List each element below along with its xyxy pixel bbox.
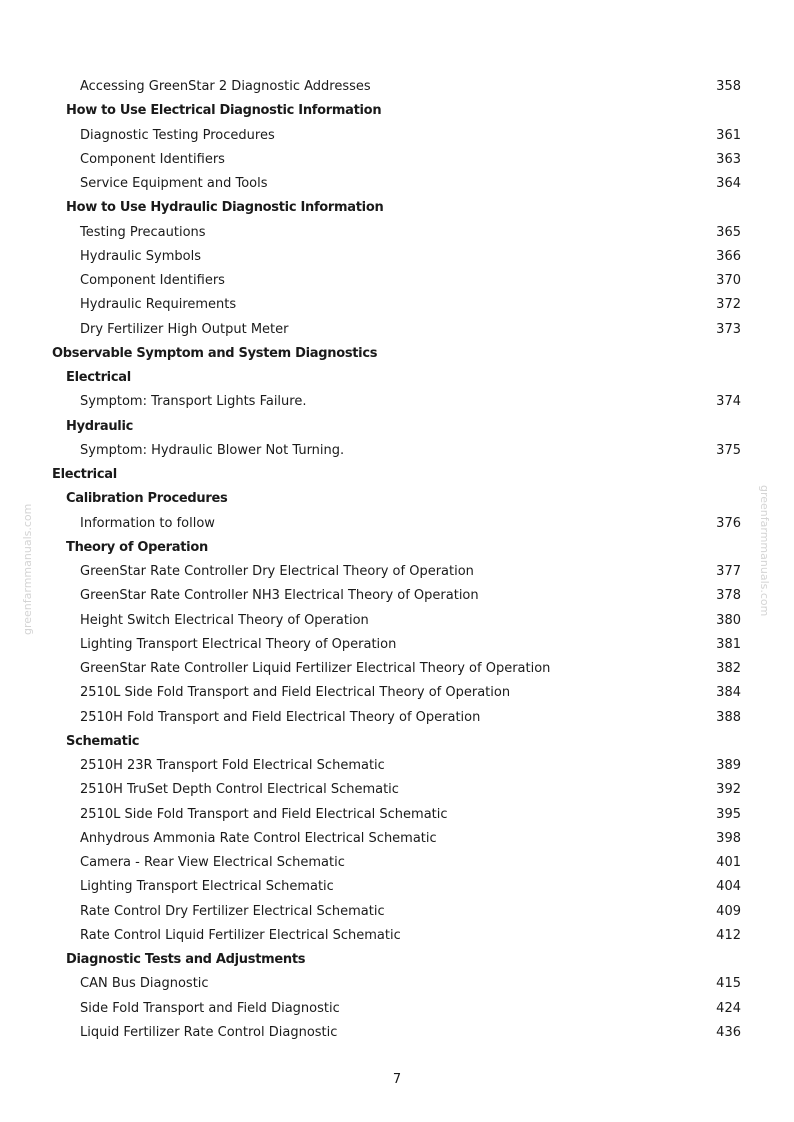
toc-entry[interactable] (0, 269, 794, 293)
toc-entry-page-number: 366 (716, 248, 741, 264)
toc-entry-title: Component Identifiers (80, 151, 225, 167)
toc-entry[interactable] (0, 390, 794, 414)
toc-entry-page-number: 363 (716, 151, 741, 167)
toc-entry[interactable] (0, 172, 794, 196)
toc-entry-page-number: 365 (716, 224, 741, 240)
toc-entry[interactable] (0, 512, 794, 536)
toc-heading (0, 99, 794, 123)
toc-entry-title: How to Use Electrical Diagnostic Information (66, 103, 382, 119)
toc-entry-page-number: 395 (716, 806, 741, 822)
toc-entry-title: Anhydrous Ammonia Rate Control Electrical Schematic (80, 830, 437, 846)
toc-entry-title: Calibration Procedures (66, 491, 228, 507)
toc-entry-title: Liquid Fertilizer Rate Control Diagnostic (80, 1024, 338, 1040)
toc-entry[interactable] (0, 851, 794, 875)
toc-entry[interactable] (0, 584, 794, 608)
toc-entry-title: 2510H TruSet Depth Control Electrical Schematic (80, 782, 399, 798)
toc-entry-page-number: 412 (716, 927, 741, 943)
toc-entry[interactable] (0, 148, 794, 172)
toc-heading (0, 196, 794, 220)
toc-entry-title: Information to follow (80, 515, 215, 531)
toc-entry-title: Service Equipment and Tools (80, 176, 268, 191)
toc-entry-title: Electrical (52, 467, 117, 482)
toc-entry-title: GreenStar Rate Controller Dry Electrical Theory of Operation (80, 564, 474, 579)
toc-entry[interactable] (0, 972, 794, 996)
toc-entry-title: Theory of Operation (66, 539, 208, 555)
toc-entry[interactable] (0, 924, 794, 948)
page-number: 7 (392, 1072, 402, 1087)
toc-entry-page-number: 370 (716, 273, 741, 288)
toc-entry[interactable] (0, 827, 794, 851)
toc-entry[interactable] (0, 997, 794, 1021)
toc-entry-title: Lighting Transport Electrical Theory of Operation (80, 636, 397, 652)
toc-entry-title: Rate Control Liquid Fertilizer Electrical Schematic (80, 927, 401, 943)
toc-entry-title: 2510H Fold Transport and Field Electrical Theory of Operation (80, 709, 481, 725)
toc-entry-title: 2510L Side Fold Transport and Field Electrical Theory of Operation (80, 685, 511, 701)
toc-heading (0, 730, 794, 754)
toc-entry-page-number: 436 (716, 1024, 741, 1040)
toc-entry-title: Electrical (66, 370, 131, 385)
toc-entry-title: Diagnostic Tests and Adjustments (66, 952, 306, 967)
toc-entry-title: Lighting Transport Electrical Schematic (80, 879, 334, 895)
toc-entry[interactable] (0, 803, 794, 827)
watermark-text: greenfarmmanuals.com (21, 503, 34, 635)
toc-entry-page-number: 381 (716, 636, 741, 652)
toc-entry-title: 2510H 23R Transport Fold Electrical Schematic (80, 758, 385, 773)
toc-heading (0, 366, 794, 390)
toc-entry[interactable] (0, 633, 794, 657)
toc-heading (0, 342, 794, 366)
toc-entry-page-number: 378 (716, 588, 741, 604)
toc-entry-title: Symptom: Transport Lights Failure. (80, 394, 307, 410)
toc-entry[interactable] (0, 754, 794, 778)
toc-entry[interactable] (0, 124, 794, 148)
toc-entry[interactable] (0, 681, 794, 705)
toc-entry[interactable] (0, 560, 794, 584)
toc-entry[interactable] (0, 706, 794, 730)
toc-entry-page-number: 409 (716, 903, 741, 919)
toc-entry-title: Camera - Rear View Electrical Schematic (80, 855, 345, 870)
toc-heading (0, 948, 794, 972)
toc-entry-page-number: 376 (716, 515, 741, 531)
toc-entry-page-number: 424 (716, 1000, 741, 1016)
toc-entry-page-number: 361 (716, 127, 741, 143)
toc-entry[interactable] (0, 439, 794, 463)
toc-entry-page-number: 401 (716, 855, 741, 870)
toc-entry-title: Schematic (66, 733, 140, 749)
toc-entry-title: Symptom: Hydraulic Blower Not Turning. (80, 442, 345, 458)
toc-entry[interactable] (0, 293, 794, 317)
toc-entry[interactable] (0, 318, 794, 342)
toc-entry-page-number: 358 (716, 79, 741, 94)
toc-entry-page-number: 392 (716, 782, 741, 798)
toc-entry-title: Hydraulic (66, 418, 134, 434)
toc-entry-page-number: 374 (716, 394, 741, 410)
toc-entry-title: Side Fold Transport and Field Diagnostic (80, 1000, 340, 1016)
toc-entry-title: GreenStar Rate Controller NH3 Electrical Theory of Operation (80, 588, 479, 604)
toc-entry-page-number: 388 (716, 709, 741, 725)
toc-heading (0, 463, 794, 487)
toc-entry-title: GreenStar Rate Controller Liquid Fertilizer Electrical Theory of Operation (80, 661, 551, 676)
toc-entry-title: Hydraulic Requirements (80, 297, 237, 313)
toc-heading (0, 536, 794, 560)
toc-entry-title: Testing Precautions (80, 224, 206, 240)
toc-entry-title: Rate Control Dry Fertilizer Electrical Schematic (80, 903, 385, 919)
toc-entry-title: Height Switch Electrical Theory of Operation (80, 612, 369, 628)
toc-entry-title: Accessing GreenStar 2 Diagnostic Addresses (80, 79, 371, 94)
toc-entry-title: Diagnostic Testing Procedures (80, 127, 275, 143)
toc-entry-page-number: 404 (716, 879, 741, 895)
toc-entry-title: Observable Symptom and System Diagnostics (52, 345, 378, 361)
toc-entry[interactable] (0, 900, 794, 924)
toc-entry-page-number: 380 (716, 612, 741, 628)
toc-entry-page-number: 384 (716, 685, 741, 701)
toc-entry[interactable] (0, 221, 794, 245)
watermark-text: greenfarmmanuals.com (758, 485, 771, 617)
toc-entry-title: Dry Fertilizer High Output Meter (80, 321, 289, 337)
toc-entry-page-number: 382 (716, 661, 741, 676)
toc-entry[interactable] (0, 778, 794, 802)
toc-entry[interactable] (0, 245, 794, 269)
toc-entry-page-number: 377 (716, 564, 741, 579)
toc-entry[interactable] (0, 875, 794, 899)
toc-entry-title: Component Identifiers (80, 273, 225, 288)
toc-entry-title: CAN Bus Diagnostic (80, 976, 209, 992)
toc-entry-title: How to Use Hydraulic Diagnostic Information (66, 200, 384, 216)
toc-entry[interactable] (0, 75, 794, 99)
toc-entry-page-number: 415 (716, 976, 741, 992)
toc-entry-page-number: 398 (716, 830, 741, 846)
toc-entry-page-number: 372 (716, 297, 741, 313)
toc-entry-title: 2510L Side Fold Transport and Field Electrical Schematic (80, 806, 448, 822)
toc-entry[interactable] (0, 1021, 794, 1045)
toc-entry[interactable] (0, 657, 794, 681)
table-of-contents (0, 75, 794, 1045)
toc-entry-page-number: 389 (716, 758, 741, 773)
toc-entry-page-number: 373 (716, 321, 741, 337)
toc-entry-title: Hydraulic Symbols (80, 248, 201, 264)
toc-entry-page-number: 375 (716, 442, 741, 458)
toc-heading (0, 415, 794, 439)
toc-entry-page-number: 364 (716, 176, 741, 191)
